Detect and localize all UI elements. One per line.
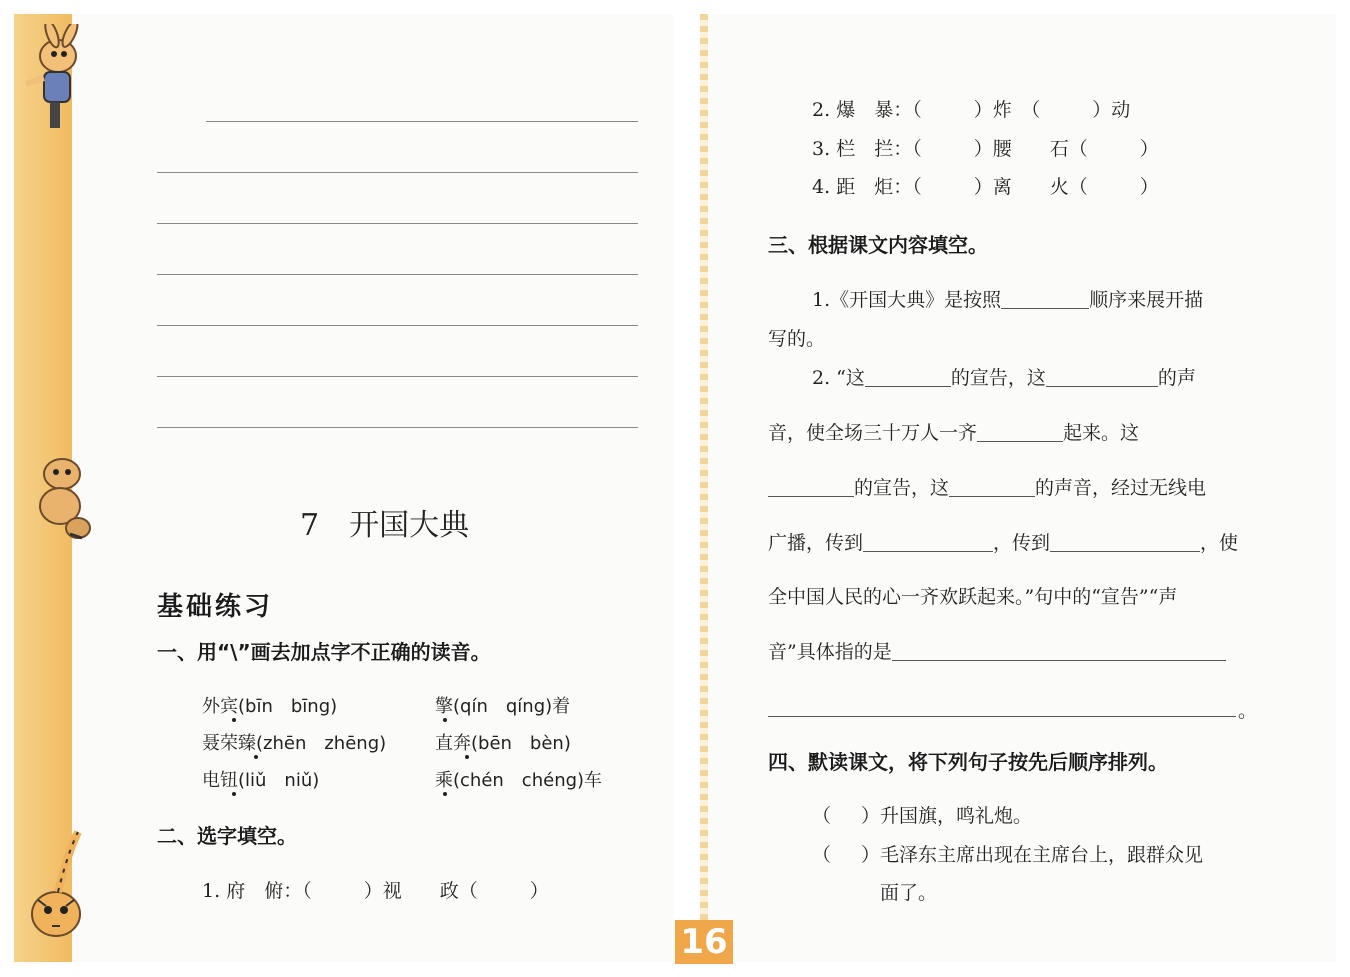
paren: ） — [1139, 138, 1159, 160]
q3-text: 的声 — [1157, 367, 1196, 389]
q1-item-suffix: 车 — [584, 770, 603, 791]
emphasis-dot — [232, 718, 236, 722]
paren: ） — [363, 880, 383, 902]
paren: （ — [1068, 176, 1088, 198]
paren: （ — [1068, 138, 1088, 160]
emphasis-dot — [465, 755, 469, 759]
q3-text: 2. “这 — [812, 367, 865, 389]
writing-line[interactable] — [157, 172, 638, 173]
q3-sentence — [812, 285, 1203, 312]
q2-item-pair: 府 俯： — [226, 880, 303, 902]
q2-item-number: 2. — [812, 99, 831, 121]
q1-item-char: 擎 — [435, 696, 453, 717]
q3-title: 三、根据课文内容填空。 — [768, 233, 988, 257]
paren: （ — [812, 844, 832, 866]
order-blank[interactable] — [831, 845, 861, 864]
q4-item — [812, 801, 1032, 828]
answer-blank[interactable] — [1088, 139, 1140, 158]
q4-item-continuation: 面了。 — [880, 882, 938, 904]
q4-item — [812, 840, 1203, 867]
writing-line[interactable] — [157, 325, 638, 326]
answer-blank[interactable] — [312, 881, 364, 900]
q3-text: 音”具体指的是 — [768, 641, 892, 663]
answer-blank[interactable] — [1001, 289, 1089, 309]
q3-text: 起来。这 — [1063, 422, 1140, 444]
tiger-illustration — [18, 826, 96, 962]
rabbit-illustration — [18, 24, 96, 136]
q3-text: 1.《开国大典》是按照 — [812, 289, 1002, 311]
q1-item-char: 直奔 — [435, 733, 471, 754]
answer-blank[interactable] — [1050, 532, 1200, 552]
q3-text: 顺序来展开描 — [1089, 289, 1204, 311]
q1-item-pinyin[interactable]: (bīn bīng) — [238, 696, 338, 717]
q3-text: 广播，传到 — [768, 532, 864, 554]
q2-item-word: 炸 — [992, 99, 1012, 121]
q2-item-word: 视 — [382, 880, 402, 902]
q1-item — [202, 729, 386, 755]
writing-line[interactable] — [157, 376, 638, 377]
q3-text: ，使 — [1200, 532, 1239, 554]
section-label: 基础练习 — [157, 592, 274, 622]
answer-blank[interactable] — [977, 422, 1063, 442]
order-blank[interactable] — [831, 806, 861, 825]
q1-item-char: 聂荣臻 — [202, 733, 256, 754]
writing-line[interactable] — [157, 427, 638, 428]
writing-line[interactable] — [157, 274, 638, 275]
answer-blank[interactable] — [1040, 100, 1092, 119]
q2-item-word: 石 — [1049, 138, 1069, 160]
q1-item-pinyin[interactable]: (qín qíng) — [453, 696, 553, 717]
q1-item-char: 外宾 — [202, 696, 238, 717]
paren: （ — [458, 880, 478, 902]
q3-text: 的宣告，这 — [950, 367, 1046, 389]
page-number: 16 — [675, 920, 733, 964]
answer-blank[interactable] — [1046, 367, 1158, 387]
paren: ） — [973, 99, 993, 121]
q2-item-pair: 爆 暴： — [836, 99, 913, 121]
paren: （ — [1030, 99, 1041, 121]
q1-item — [435, 729, 571, 755]
q1-item-pinyin[interactable]: (chén chéng) — [453, 770, 585, 791]
paren: （ — [912, 138, 922, 160]
q3-text: 的声音，经过无线电 — [1035, 477, 1207, 499]
paren: ） — [1139, 176, 1159, 198]
q3-sentence — [768, 473, 1206, 500]
q2-item — [812, 95, 1130, 122]
q2-item-word: 火 — [1049, 176, 1069, 198]
q3-sentence — [812, 363, 1196, 390]
q2-item-pair: 栏 拦： — [836, 138, 913, 160]
answer-blank[interactable] — [922, 100, 974, 119]
q1-title: 一、用“\”画去加点字不正确的读音。 — [157, 640, 491, 664]
q4-item-text: ）毛泽东主席出现在主席台上，跟群众见 — [861, 844, 1204, 866]
paren: （ — [812, 805, 832, 827]
q2-item-word: 腰 — [992, 138, 1012, 160]
q2-item-number: 4. — [812, 176, 831, 198]
lesson-title: 7 开国大典 — [300, 508, 470, 543]
emphasis-dot — [443, 718, 447, 722]
q1-item-pinyin[interactable]: (liǔ niǔ) — [238, 770, 320, 791]
emphasis-dot — [443, 792, 447, 796]
q2-item-word: 动 — [1111, 99, 1131, 121]
q2-item-word: 政 — [439, 880, 459, 902]
q1-item-pinyin[interactable]: (zhēn zhēng) — [256, 733, 387, 754]
paren: （ — [912, 99, 922, 121]
paren: ） — [1092, 99, 1112, 121]
q3-sentence — [768, 528, 1238, 555]
q4-item-text: ）升国旗，鸣礼炮。 — [861, 805, 1033, 827]
raccoon-illustration — [18, 450, 96, 546]
q3-sentence — [768, 418, 1139, 445]
q1-item-suffix: 着 — [552, 696, 571, 717]
q4-title: 四、默读课文，将下列句子按先后顺序排列。 — [768, 750, 1168, 774]
q1-item — [202, 692, 337, 718]
paren: ） — [529, 880, 549, 902]
paren: ） — [973, 138, 993, 160]
answer-blank[interactable] — [1088, 177, 1140, 196]
q2-item-word: 离 — [992, 176, 1012, 198]
q3-sentence — [768, 637, 1226, 664]
q1-item-char: 乘 — [435, 770, 453, 791]
q3-end-mark: 。 — [1238, 700, 1258, 722]
emphasis-dot — [232, 792, 236, 796]
q3-text: ，传到 — [993, 532, 1051, 554]
q2-item — [202, 876, 549, 903]
q2-item-pair: 距 炬： — [836, 176, 913, 198]
answer-blank[interactable] — [478, 881, 530, 900]
q2-title: 二、选字填空。 — [157, 824, 297, 848]
answer-line[interactable] — [768, 716, 1236, 717]
answer-blank[interactable] — [922, 139, 974, 158]
writing-line[interactable] — [157, 223, 638, 224]
answer-blank[interactable] — [892, 641, 1226, 661]
q1-item — [202, 766, 319, 792]
q1-item-char: 电钮 — [202, 770, 238, 791]
q2-item — [812, 134, 1159, 161]
left-page — [14, 14, 674, 962]
q3-text: 写的。 — [768, 328, 826, 350]
paren: （ — [912, 176, 922, 198]
q3-text: 的宣告，这 — [854, 477, 950, 499]
q3-text: 音，使全场三十万人一齐 — [768, 422, 978, 444]
q2-item — [812, 172, 1159, 199]
emphasis-dot — [254, 755, 258, 759]
answer-blank[interactable] — [768, 477, 854, 497]
writing-line[interactable] — [206, 121, 638, 122]
answer-blank[interactable] — [949, 477, 1035, 497]
answer-blank[interactable] — [863, 532, 993, 552]
q1-item-pinyin[interactable]: (bēn bèn) — [471, 733, 571, 754]
q2-item-number: 1. — [202, 880, 221, 902]
answer-blank[interactable] — [922, 177, 974, 196]
q1-item — [435, 692, 570, 718]
book-spine — [700, 14, 708, 962]
q1-item — [435, 766, 602, 792]
q2-item-number: 3. — [812, 138, 831, 160]
paren: （ — [302, 880, 312, 902]
paren: ） — [973, 176, 993, 198]
answer-blank[interactable] — [865, 367, 951, 387]
q3-text: 全中国人民的心一齐欢跃起来。”句中的“宣告”“声 — [768, 586, 1178, 608]
